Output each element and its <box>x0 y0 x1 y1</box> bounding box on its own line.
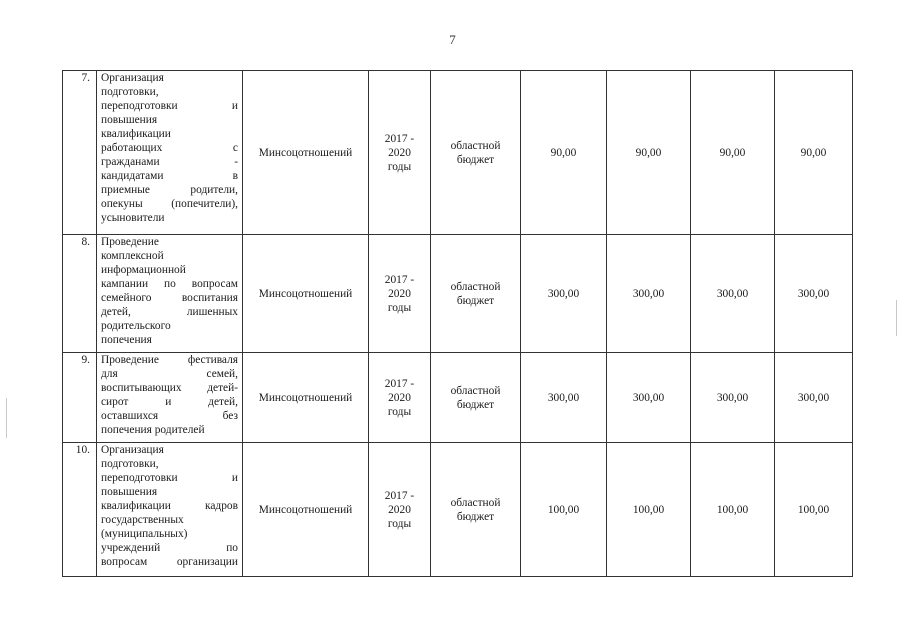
amount-cell: 300,00 <box>775 353 853 443</box>
row-number: 8. <box>63 235 97 353</box>
funding-source-cell: областной бюджет <box>431 71 521 235</box>
amount-cell: 300,00 <box>521 353 607 443</box>
executor-cell: Минсоцотношений <box>243 71 369 235</box>
amount-cell: 100,00 <box>775 443 853 577</box>
table-row <box>63 443 853 577</box>
activity-name-line: повышения <box>101 114 158 126</box>
activity-name-line: государственных <box>101 514 184 526</box>
period-cell: 2017 - 2020 годы <box>369 71 431 235</box>
activity-name-line: сирот и детей, <box>101 396 238 408</box>
activity-name-line: родительского <box>101 320 171 332</box>
activity-name-line: квалификации <box>101 128 171 140</box>
activity-name-line: гражданами - <box>101 156 238 168</box>
amount-cell: 300,00 <box>607 235 691 353</box>
activity-name-line: Организация <box>101 72 164 84</box>
scan-edge-mark <box>6 398 7 438</box>
activity-name-line: попечения родителей <box>101 424 205 436</box>
activity-name-line: опекуны (попечители), <box>101 198 238 210</box>
activity-name-line: работающих с <box>101 142 238 154</box>
activity-name-line: подготовки, <box>101 86 159 98</box>
funding-source-cell: областной бюджет <box>431 353 521 443</box>
amount-cell: 90,00 <box>607 71 691 235</box>
activity-name-line: вопросам организации <box>101 556 238 568</box>
funding-source-cell: областной бюджет <box>431 235 521 353</box>
activity-name-line: Проведение <box>101 236 159 248</box>
table-row <box>63 71 853 235</box>
amount-cell: 300,00 <box>691 235 775 353</box>
activity-name-line: переподготовки и <box>101 472 238 484</box>
amount-cell: 100,00 <box>691 443 775 577</box>
activity-name-line: Проведение фестиваля <box>101 354 238 366</box>
amount-cell: 90,00 <box>775 71 853 235</box>
activity-name-line: информационной <box>101 264 186 276</box>
program-table <box>62 70 853 577</box>
table-row <box>63 353 853 443</box>
activity-name <box>97 235 243 353</box>
activity-name-line: учреждений по <box>101 542 238 554</box>
activity-name-line: (муниципальных) <box>101 528 188 540</box>
table-row <box>63 235 853 353</box>
activity-name-line: воспитывающих детей- <box>101 382 238 394</box>
amount-cell: 100,00 <box>521 443 607 577</box>
amount-cell: 300,00 <box>691 353 775 443</box>
amount-cell: 90,00 <box>691 71 775 235</box>
activity-name-line: Организация <box>101 444 164 456</box>
activity-name-line: оставшихся без <box>101 410 238 422</box>
scan-edge-mark <box>896 300 897 336</box>
activity-name-line: комплексной <box>101 250 164 262</box>
activity-name <box>97 443 243 577</box>
activity-name-line: приемные родители, <box>101 184 238 196</box>
amount-cell: 300,00 <box>775 235 853 353</box>
amount-cell: 90,00 <box>521 71 607 235</box>
activity-name <box>97 71 243 235</box>
page-number: 7 <box>449 32 456 47</box>
activity-name-line: подготовки, <box>101 458 159 470</box>
period-cell: 2017 - 2020 годы <box>369 353 431 443</box>
executor-cell: Минсоцотношений <box>243 353 369 443</box>
executor-cell: Минсоцотношений <box>243 443 369 577</box>
amount-cell: 300,00 <box>607 353 691 443</box>
period-cell: 2017 - 2020 годы <box>369 235 431 353</box>
row-number: 9. <box>63 353 97 443</box>
activity-name-line: квалификации кадров <box>101 500 238 512</box>
activity-name-line: попечения <box>101 334 152 346</box>
activity-name-line: для семей, <box>101 368 238 380</box>
funding-source-cell: областной бюджет <box>431 443 521 577</box>
activity-name-line: переподготовки и <box>101 100 238 112</box>
activity-name <box>97 353 243 443</box>
period-cell: 2017 - 2020 годы <box>369 443 431 577</box>
activity-name-line: кандидатами в <box>101 170 238 182</box>
activity-name-line: повышения <box>101 486 158 498</box>
activity-name-line: кампании по вопросам <box>101 278 238 290</box>
executor-cell: Минсоцотношений <box>243 235 369 353</box>
amount-cell: 100,00 <box>607 443 691 577</box>
activity-name-line: усыновители <box>101 212 165 224</box>
row-number: 7. <box>63 71 97 235</box>
amount-cell: 300,00 <box>521 235 607 353</box>
row-number: 10. <box>63 443 97 577</box>
activity-name-line: семейного воспитания <box>101 292 238 304</box>
activity-name-line: детей, лишенных <box>101 306 238 318</box>
